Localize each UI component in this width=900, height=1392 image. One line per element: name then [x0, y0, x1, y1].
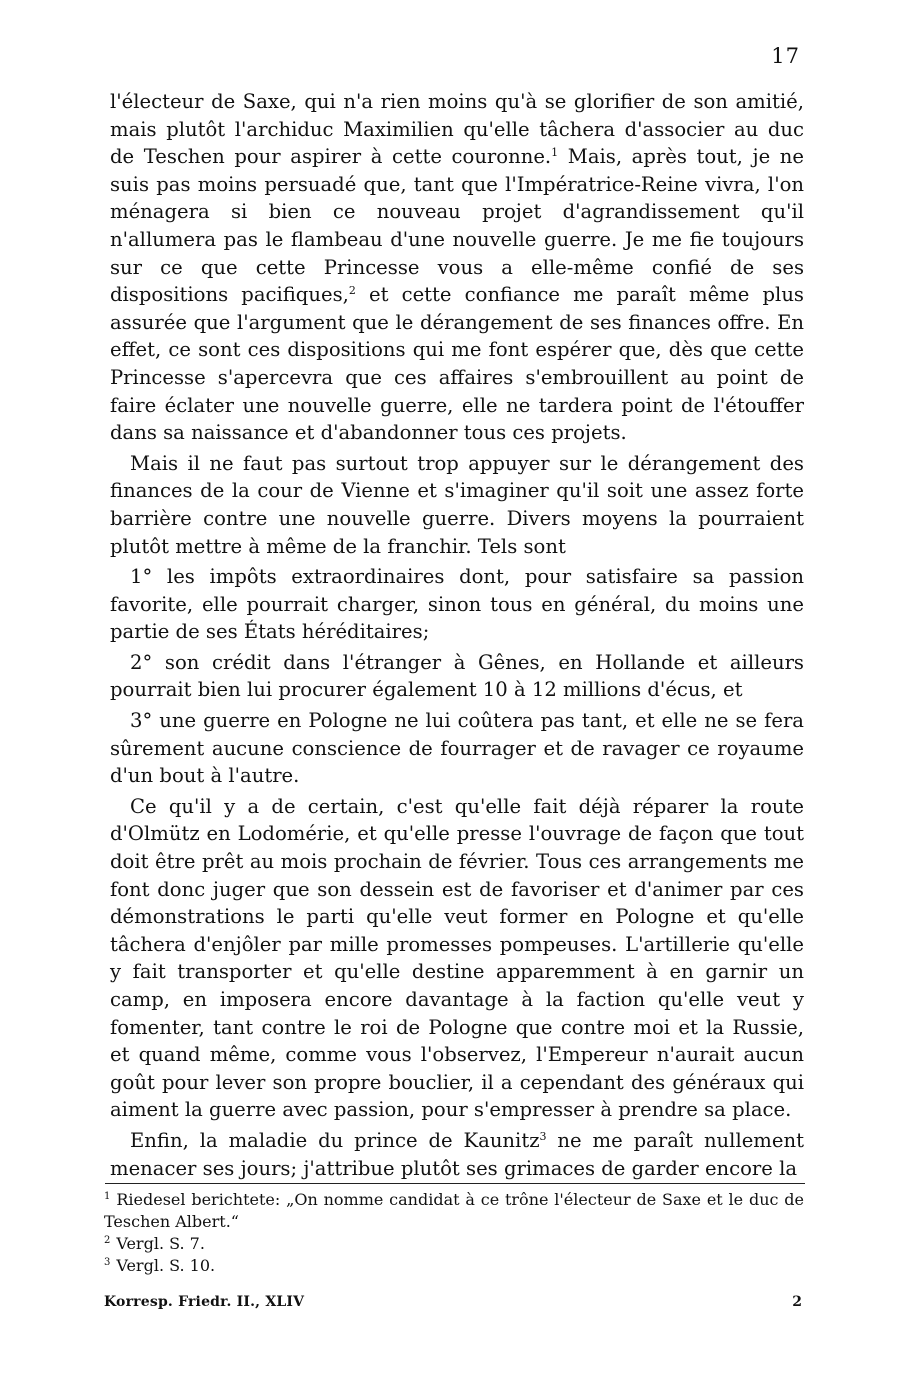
- footnote-mark: 2: [104, 1235, 111, 1246]
- footnote-divider: [105, 1183, 805, 1184]
- paragraph-text: et cette confiance me paraît même plus assurée que l'argument que le dérangement de ses finances offre. En effet, ce sont ces dispositions qui me font espérer que, dès que cette Princesse s'apercevra que ces affaires s'embrouillent au point de faire éclater une nouvelle guerre, elle ne tardera point de l'étouffer dans sa naissance et d'abandonner tous ces projets.: [110, 283, 804, 445]
- footnotes: [104, 1189, 804, 1277]
- list-item-3: 3° une guerre en Pologne ne lui coûtera pas tant, et elle ne se fera sûrement aucune conscience de fourrager et de ravager ce royaume d'un bout à l'autre.: [110, 709, 804, 788]
- footnote-text: Vergl. S. 7.: [116, 1234, 205, 1253]
- paragraph-1: [110, 88, 804, 447]
- paragraph-3: Ce qu'il y a de certain, c'est qu'elle fait déjà réparer la route d'Olmütz en Lodomérie, et qu'elle presse l'ouvrage de façon que tout doit être prêt au mois prochain de février. Tous ces arrangements me font donc juger que son dessein est de favoriser et d'animer par ces démonstrations le parti qu'elle veut former en Pologne et qu'elle tâchera d'enjôler par mille promesses pompeuses. L'artillerie qu'elle y fait transporter et qu'elle destine apparemment à en garnir un camp, en imposera encore davantage à la faction qu'elle veut y fomenter, tant contre le roi de Pologne que contre moi et la Russie, et quand même, comme vous l'observez, l'Empereur n'aurait aucun goût pour lever son propre bouclier, il a cependant des généraux qui aiment la guerre avec passion, pour s'empresser à prendre sa place.: [110, 794, 804, 1122]
- footnote-ref: 1: [551, 146, 559, 160]
- page-number: 17: [771, 44, 800, 68]
- body-text: [110, 88, 804, 1185]
- paragraph-4: [110, 1127, 804, 1182]
- paragraph-text: l'électeur de Saxe, qui n'a rien moins qu'à se glorifier de son amitié, mais plutôt l'archiduc Maximilien qu'elle tâchera d'associer au duc de Teschen pour aspirer à cette couronne.: [110, 90, 804, 169]
- paragraph-text: Mais, après tout, je ne suis pas moins persuadé que, tant que l'Impératrice-Reine vivra, l'on ménagera si bien ce nouveau projet d'agrandissement qu'il n'allumera pas le flambeau d'une nouvelle guerre. Je me fie toujours sur ce que cette Princesse vous a elle-même confié de ses dispositions pacifiques,: [110, 145, 804, 307]
- footnote-ref: 2: [348, 284, 356, 298]
- footnote-2: [104, 1233, 804, 1255]
- footnote-text: Riedesel berichtete: „On nomme candidat à ce trône l'électeur de Saxe et le duc de Teschen Albert.“: [104, 1190, 804, 1231]
- paragraph-text: Enfin, la maladie du prince de Kaunitz: [130, 1128, 540, 1152]
- footnote-3: [104, 1255, 804, 1277]
- signature-mark: 2: [792, 1294, 802, 1310]
- footnote-1: [104, 1189, 804, 1233]
- footnote-ref: 3: [539, 1129, 547, 1143]
- paragraph-text: ne me paraît nullement menacer ses jours; j'attribue plutôt ses grimaces de garder encore la: [110, 1128, 804, 1180]
- list-item-2: 2° son crédit dans l'étranger à Gênes, en Hollande et ailleurs pourrait bien lui procurer également 10 à 12 millions d'écus, et: [110, 650, 804, 702]
- printer-signature: Korresp. Friedr. II., XLIV: [104, 1294, 305, 1310]
- list-item-1: 1° les impôts extraordinaires dont, pour satisfaire sa passion favorite, elle pourrait charger, sinon tous en général, du moins une partie de ses États héréditaires;: [110, 565, 804, 644]
- paragraph-2: Mais il ne faut pas surtout trop appuyer sur le dérangement des finances de la cour de Vienne et s'imaginer qu'il soit une assez forte barrière contre une nouvelle guerre. Divers moyens la pourraient plutôt mettre à même de la franchir. Tels sont: [110, 451, 804, 558]
- footnote-mark: 1: [104, 1191, 111, 1202]
- footnote-mark: 3: [104, 1257, 111, 1268]
- footnote-text: Vergl. S. 10.: [116, 1256, 216, 1275]
